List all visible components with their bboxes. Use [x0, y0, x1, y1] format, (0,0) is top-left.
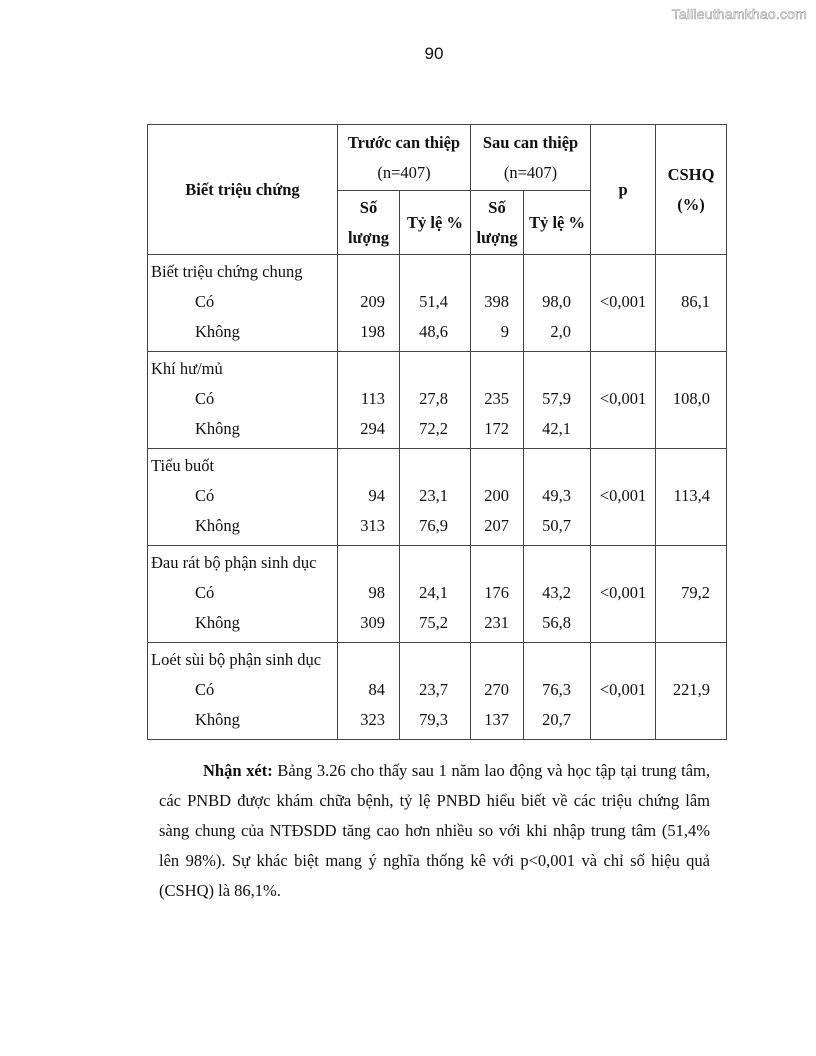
after-count-value: 231 [484, 613, 510, 632]
symptom-cell [148, 449, 338, 546]
before-count-cell [338, 352, 400, 449]
answer-label: Không [195, 516, 240, 535]
symptom-title: Khí hư/mủ [151, 359, 223, 378]
before-count-value: 323 [360, 710, 385, 729]
header-before-n: (n=407) [377, 162, 431, 182]
before-count-value: 294 [360, 419, 385, 438]
remark-heading: Nhận xét: [203, 761, 273, 780]
after-count-cell [471, 352, 524, 449]
p-value: <0,001 [599, 680, 647, 699]
spacer [591, 451, 655, 481]
spacer [338, 645, 399, 675]
cshq-cell [656, 255, 727, 352]
after-count-value: 9 [500, 322, 510, 341]
cshq-cell [656, 546, 727, 643]
p-value-cell [591, 255, 656, 352]
table-group-row [148, 449, 727, 546]
cshq-cell [656, 643, 727, 740]
before-pct-value: 24,1 [419, 583, 449, 602]
answer-label: Có [195, 389, 215, 408]
spacer [400, 354, 470, 384]
p-value-cell [591, 352, 656, 449]
before-count-cell [338, 255, 400, 352]
cshq-value: 79,2 [681, 583, 711, 602]
after-count-value: 176 [484, 583, 510, 602]
before-count-value: 113 [360, 389, 385, 408]
spacer [524, 548, 590, 578]
cshq-value: 86,1 [681, 292, 711, 311]
header-symptom: Biết triệu chứng [148, 125, 338, 255]
after-pct-value: 57,9 [542, 389, 572, 408]
spacer [400, 257, 470, 287]
answer-label: Có [195, 292, 215, 311]
before-pct-value: 27,8 [419, 389, 449, 408]
after-pct-value: 50,7 [542, 516, 572, 535]
table-group-row [148, 352, 727, 449]
spacer [524, 354, 590, 384]
before-count-cell [338, 643, 400, 740]
after-count-value: 172 [484, 419, 510, 438]
cshq-cell [656, 352, 727, 449]
before-pct-cell [400, 449, 471, 546]
header-before-rate: Tỷ lệ % [400, 191, 471, 255]
after-count-cell [471, 449, 524, 546]
header-cshq-line1: CSHQ [667, 164, 715, 184]
cshq-value: 108,0 [672, 389, 711, 408]
spacer [656, 645, 726, 675]
p-value: <0,001 [599, 292, 647, 311]
spacer [471, 354, 523, 384]
spacer [338, 548, 399, 578]
spacer [338, 451, 399, 481]
before-pct-value: 72,2 [419, 419, 449, 438]
after-count-cell [471, 255, 524, 352]
spacer [400, 548, 470, 578]
table-group-row [148, 255, 727, 352]
before-count-value: 198 [360, 322, 385, 341]
after-count-value: 398 [484, 292, 510, 311]
answer-label: Không [195, 419, 240, 438]
spacer [471, 257, 523, 287]
header-before-label: Trước can thiệp [347, 132, 461, 152]
table-group-row [148, 643, 727, 740]
header-after-count: Số lượng [471, 191, 524, 255]
symptom-cell [148, 352, 338, 449]
answer-label: Không [195, 710, 240, 729]
after-pct-value: 2,0 [550, 322, 572, 341]
spacer [338, 257, 399, 287]
before-pct-cell [400, 255, 471, 352]
after-pct-cell [524, 546, 591, 643]
answer-label: Không [195, 322, 240, 341]
spacer [591, 645, 655, 675]
after-pct-value: 56,8 [542, 613, 572, 632]
symptom-cell [148, 546, 338, 643]
header-after [471, 125, 591, 191]
p-value: <0,001 [599, 486, 647, 505]
after-count-value: 270 [484, 680, 510, 699]
spacer [656, 548, 726, 578]
header-cshq-line2: (%) [677, 194, 705, 214]
spacer [656, 451, 726, 481]
before-pct-cell [400, 643, 471, 740]
before-pct-value: 51,4 [419, 292, 449, 311]
spacer [591, 548, 655, 578]
before-count-cell [338, 449, 400, 546]
after-count-cell [471, 546, 524, 643]
spacer [471, 451, 523, 481]
after-pct-value: 49,3 [542, 486, 572, 505]
spacer [400, 451, 470, 481]
header-after-label: Sau can thiệp [482, 132, 579, 152]
spacer [471, 645, 523, 675]
symptom-title: Biết triệu chứng chung [151, 262, 303, 281]
spacer [338, 354, 399, 384]
spacer [400, 645, 470, 675]
answer-label: Không [195, 613, 240, 632]
before-pct-value: 75,2 [419, 613, 449, 632]
after-pct-value: 42,1 [542, 419, 572, 438]
cshq-cell [656, 449, 727, 546]
after-pct-value: 98,0 [542, 292, 572, 311]
before-count-value: 209 [360, 292, 385, 311]
header-after-n: (n=407) [503, 162, 558, 182]
spacer [471, 548, 523, 578]
after-count-cell [471, 643, 524, 740]
after-count-value: 207 [484, 516, 510, 535]
answer-label: Có [195, 680, 215, 699]
before-pct-value: 79,3 [419, 710, 449, 729]
after-count-value: 200 [484, 486, 510, 505]
after-pct-cell [524, 352, 591, 449]
header-p: p [591, 125, 656, 255]
p-value: <0,001 [599, 583, 647, 602]
after-pct-cell [524, 449, 591, 546]
before-count-value: 94 [368, 486, 385, 505]
before-pct-value: 23,7 [419, 680, 449, 699]
symptom-title: Đau rát bộ phận sinh dục [151, 553, 317, 572]
after-pct-value: 76,3 [542, 680, 572, 699]
header-before [338, 125, 471, 191]
symptom-title: Tiểu buốt [151, 456, 215, 475]
header-before-count: Số lượng [338, 191, 400, 255]
p-value-cell [591, 546, 656, 643]
answer-label: Có [195, 583, 215, 602]
before-count-cell [338, 546, 400, 643]
remark-text: Bảng 3.26 cho thấy sau 1 năm lao động và học tập tại trung tâm, các PNBD được khám chữa bệnh, tỷ lệ PNBD hiểu biết về các triệu chứng lâm sàng chung của NTĐSDD tăng cao hơn nhiều so với khi nhập trung tâm (51,4% lên 98%). Sự khác biệt mang ý nghĩa thống kê với p<0,001 và chỉ số hiệu quả (CSHQ) là 86,1%. [159, 761, 710, 900]
header-cshq [656, 125, 727, 255]
after-pct-cell [524, 643, 591, 740]
symptom-cell [148, 255, 338, 352]
before-pct-cell [400, 352, 471, 449]
before-count-value: 313 [360, 516, 385, 535]
p-value-cell [591, 643, 656, 740]
before-pct-value: 48,6 [419, 322, 449, 341]
before-count-value: 98 [368, 583, 385, 602]
symptom-title: Loét sùi bộ phận sinh dục [151, 650, 322, 669]
spacer [524, 257, 590, 287]
before-count-value: 309 [360, 613, 385, 632]
spacer [591, 354, 655, 384]
cshq-value: 221,9 [672, 680, 711, 699]
after-pct-value: 20,7 [542, 710, 572, 729]
symptom-knowledge-table [147, 124, 727, 740]
before-count-value: 84 [368, 680, 385, 699]
spacer [656, 257, 726, 287]
before-pct-value: 23,1 [419, 486, 449, 505]
cshq-value: 113,4 [673, 486, 711, 505]
spacer [591, 257, 655, 287]
symptom-cell [148, 643, 338, 740]
after-count-value: 235 [484, 389, 510, 408]
remark-paragraph [159, 756, 710, 906]
page-number: 90 [424, 44, 444, 63]
watermark: Tailieuthamkhao.com [671, 6, 807, 22]
p-value: <0,001 [599, 389, 647, 408]
after-pct-cell [524, 255, 591, 352]
table-group-row [148, 546, 727, 643]
spacer [524, 451, 590, 481]
after-pct-value: 43,2 [542, 583, 572, 602]
before-pct-cell [400, 546, 471, 643]
spacer [656, 354, 726, 384]
answer-label: Có [195, 486, 215, 505]
spacer [524, 645, 590, 675]
before-pct-value: 76,9 [419, 516, 449, 535]
after-count-value: 137 [484, 710, 510, 729]
header-after-rate: Tỷ lệ % [524, 191, 591, 255]
p-value-cell [591, 449, 656, 546]
